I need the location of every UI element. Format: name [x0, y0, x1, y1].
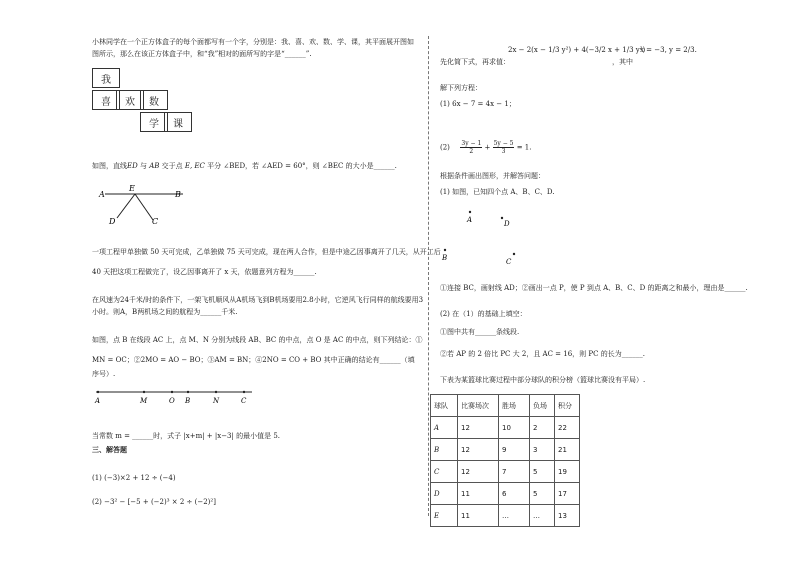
equation-2-label: (2): [440, 143, 450, 152]
cell-games: 11: [458, 505, 499, 527]
simplify-cond-prefix: ，其中: [612, 58, 633, 66]
score-table: [430, 394, 580, 527]
point-label-b: B: [442, 254, 448, 262]
cell-points: 22: [555, 417, 580, 439]
project-question-line1: 一项工程甲单独做 50 天可完成，乙单独做 75 天可完成，现在两人合作，但是中途乙因事离开了几天，从开工后: [92, 248, 441, 256]
header-wins: 胜场: [499, 395, 530, 417]
net-cell-wo: 我: [92, 68, 120, 88]
angle-q-part-a: 如图，直线: [92, 162, 127, 170]
cell-games: 11: [458, 483, 499, 505]
abs-question: 当常数 m = ______时，式子 |x+m| + |x−3| 的最小值是 5.: [92, 432, 280, 440]
seg-label-n: N: [213, 397, 220, 405]
point-label-c: C: [506, 258, 512, 266]
angle-question: [92, 162, 397, 171]
cube-question-line1: 小林同学在一个正方体盒子的每个面都写有一个字，分别是：我、喜、欢、数、学、课，其平面展开图如: [92, 38, 414, 46]
fill-item-2: ②若 AP 的 2 倍比 PC 大 2，且 AC = 16，则 PC 的长为______.: [440, 350, 645, 358]
cell-wins: 6: [499, 483, 530, 505]
header-team: 球队: [431, 395, 458, 417]
cell-losses: 3: [530, 439, 555, 461]
column-divider: [428, 36, 429, 516]
cell-points: 17: [555, 483, 580, 505]
angle-label-a: A: [99, 190, 105, 199]
angle-q-part-g: 平分 ∠BED，若 ∠AED = 60°，则 ∠BEC 的大小是______.: [204, 162, 397, 170]
net-cell-xue: 学: [140, 112, 168, 132]
cell-wins: 10: [499, 417, 530, 439]
segment-question-line3: 序号）.: [92, 370, 116, 378]
angle-q-part-b: ED: [127, 162, 138, 170]
cell-points: 13: [555, 505, 580, 527]
fill-title: (2) 在（1）的基础上填空：: [440, 310, 527, 318]
table-row: [431, 461, 580, 483]
cell-games: 12: [458, 417, 499, 439]
seg-label-o: O: [169, 397, 175, 405]
cell-team: D: [431, 483, 458, 505]
seg-label-c: C: [241, 397, 247, 405]
cell-team: A: [431, 417, 458, 439]
header-points: 积分: [555, 395, 580, 417]
solve-title: 解下列方程：: [440, 84, 482, 92]
equation-2: [440, 140, 532, 155]
simplify-condition: x = −3, y = 2/3.: [640, 46, 697, 54]
net-cell-shu: 数: [140, 90, 168, 110]
cell-losses: 2: [530, 417, 555, 439]
table-row: [431, 417, 580, 439]
fill-item-1: ①图中共有______条线段.: [440, 328, 520, 336]
angle-q-part-f: E, EC: [184, 162, 205, 170]
header-games: 比赛场次: [458, 395, 499, 417]
table-intro: 下表为某篮球比赛过程中部分球队的积分榜（篮球比赛没有平局）.: [440, 376, 646, 384]
plane-question-line1: 在风速为24千米/时的条件下，一架飞机顺风从A机场飞到B机场要用2.8小时，它逆风飞行同样的航线要用3: [92, 296, 424, 304]
equation-1: (1) 6x − 7 = 4x − 1；: [440, 100, 516, 108]
segment-figure: [92, 384, 262, 406]
angle-label-d: D: [109, 217, 116, 226]
angle-q-part-e: 交于点: [159, 162, 185, 170]
cell-wins: …: [499, 505, 530, 527]
net-cell-huan: 欢: [116, 90, 144, 110]
frac1-numerator: 3y − 1: [461, 140, 482, 147]
table-header-row: [431, 395, 580, 417]
net-cell-ke: 课: [164, 112, 192, 132]
cell-team: C: [431, 461, 458, 483]
seg-label-m: M: [140, 397, 148, 405]
cell-losses: …: [530, 505, 555, 527]
cell-games: 12: [458, 439, 499, 461]
plane-question-line2: 小时。则A，B两机场之间的航程为______千米.: [92, 308, 238, 316]
cell-losses: 5: [530, 461, 555, 483]
frac1-denominator: 2: [469, 148, 474, 155]
angle-q-part-d: AB: [149, 162, 160, 170]
project-question-line2: 40 天把这项工程做完了，设乙因事离开了 x 天，依题意列方程为______.: [92, 268, 317, 276]
table-row: [431, 439, 580, 461]
equation-2-rhs: = 1.: [516, 143, 532, 152]
equation-2-fraction-1: [460, 140, 482, 155]
simplify-expression: 2x − 2(x − 1/3 y²) + 4(−3/2 x + 1/3 y²): [508, 46, 646, 54]
cell-team: B: [431, 439, 458, 461]
table-row: [431, 483, 580, 505]
draw-tasks: ①连接 BC，画射线 AD；②画出一点 P，使 P 到点 A、B、C、D 的距离之和最小，理由是______.: [440, 284, 748, 292]
net-cell-xi: 喜: [92, 90, 120, 110]
cell-team: E: [431, 505, 458, 527]
equation-2-fraction-2: [493, 140, 515, 155]
cube-question-line2: 图所示，那么在该正方体盒子中，和“我”相对的面所写的字是“______”.: [92, 50, 312, 58]
seg-label-b: B: [185, 397, 191, 405]
section-three-title: 三、解答题: [92, 446, 127, 454]
points-figure: [440, 204, 540, 274]
draw-question-1: (1) 如图，已知四个点 A、B、C、D.: [440, 188, 555, 196]
cell-points: 19: [555, 461, 580, 483]
draw-title: 根据条件画出图形，并解答问题：: [440, 172, 545, 180]
point-label-d: D: [504, 220, 510, 228]
angle-label-c: C: [152, 217, 159, 226]
cell-wins: 9: [499, 439, 530, 461]
header-losses: 负场: [530, 395, 555, 417]
point-label-a: A: [467, 216, 473, 224]
equation-2-plus: +: [484, 143, 491, 152]
table-row: [431, 505, 580, 527]
calc-item-2: (2) −3² − [−5 + (−2)³ × 2 ÷ (−2)²]: [92, 498, 216, 506]
simplify-prefix: 先化简下式，再求值：: [440, 58, 510, 66]
cell-losses: 5: [530, 483, 555, 505]
calc-item-1: (1) (−3)×2 + 12 ÷ (−4): [92, 474, 176, 482]
segment-question-line1: 如图，点 B 在线段 AC 上，点 M、N 分别为线段 AB、BC 的中点，点 O 是 AC 的中点，则下列结论：①: [92, 336, 423, 344]
angle-label-b: B: [175, 190, 181, 199]
angle-figure: [95, 180, 195, 230]
cell-wins: 7: [499, 461, 530, 483]
segment-question-line2: MN = OC；②2MO = AO − BO；③AM = BN；④2NO = CO + BO 其中正确的结论有______（填: [92, 356, 415, 364]
frac2-numerator: 5y − 5: [493, 140, 514, 147]
cell-points: 21: [555, 439, 580, 461]
angle-label-e: E: [129, 184, 135, 193]
angle-q-part-c: 与: [137, 162, 150, 170]
frac2-denominator: 3: [501, 148, 506, 155]
seg-label-a: A: [95, 397, 101, 405]
cell-games: 12: [458, 461, 499, 483]
